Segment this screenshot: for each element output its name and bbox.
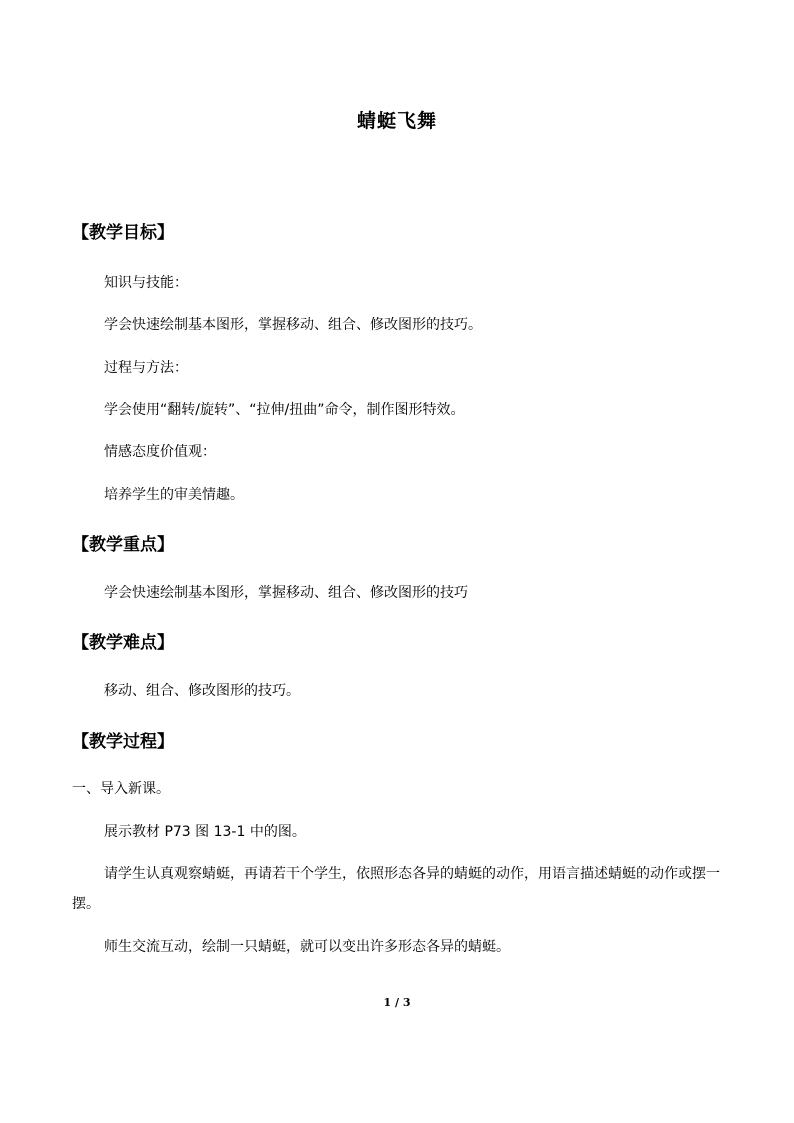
objective-item: 情感态度价值观： [104,444,216,460]
objective-item: 培养学生的审美情趣。 [104,487,244,503]
section-heading-key-points: 【教学重点】 [72,535,174,555]
difficulties-text: 移动、组合、修改图形的技巧。 [104,683,300,699]
objective-item: 过程与方法： [104,360,188,376]
process-paragraph: 展示教材 P73 图 13-1 中的图。 [104,824,306,840]
section-heading-process: 【教学过程】 [72,732,174,752]
key-points-text: 学会快速绘制基本图形，掌握移动、组合、修改图形的技巧 [104,585,468,601]
document-title: 蜻蜓飞舞 [356,110,437,132]
objective-item: 学会使用“翻转/旋转”、“拉伸/扭曲”命令，制作图形特效。 [104,402,465,418]
objective-item: 知识与技能： [104,275,188,291]
section-heading-objectives: 【教学目标】 [72,223,174,243]
page-number: 1 / 3 [383,996,411,1009]
process-paragraph: 请学生认真观察蜻蜓，再请若干个学生，依照形态各异的蜻蜓的动作，用语言描述蜻蜓的动作或摆一摆。 [72,866,720,912]
process-paragraph: 师生交流互动，绘制一只蜻蜓，就可以变出许多形态各异的蜻蜓。 [104,939,510,955]
section-heading-difficulties: 【教学难点】 [72,633,174,653]
process-step-title: 一、导入新课。 [72,781,170,797]
objective-item: 学会快速绘制基本图形，掌握移动、组合、修改图形的技巧。 [104,317,482,333]
